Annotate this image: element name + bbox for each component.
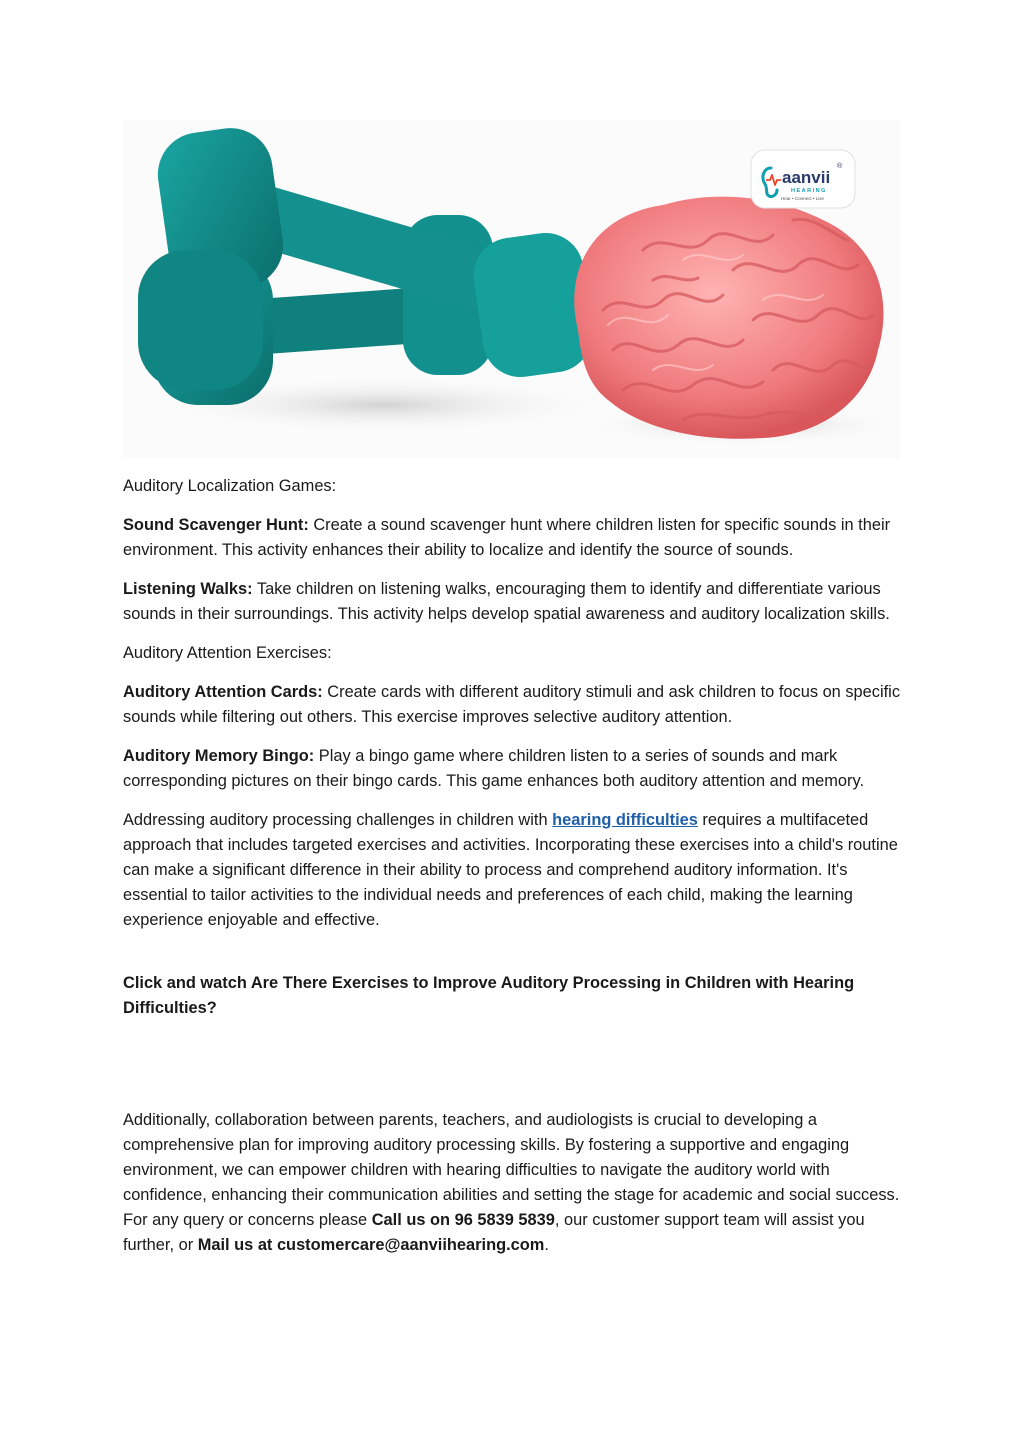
bingo-title: Auditory Memory Bingo: [123,747,315,765]
attention-heading: Auditory Attention Exercises: [123,644,332,662]
addressing-after: requires a multifaceted approach that includes targeted exercises and activities. Incorporating these exercises into a child's routine can make a significant difference in their ability to process and comprehend auditory information. It's essential to tailor activities to the individual needs and preferences of each child, making the learning experience enjoyable and effective. [123,811,898,929]
scavenger-title: Sound Scavenger Hunt: [123,516,309,534]
scavenger-text: Create a sound scavenger hunt where children listen for specific sounds in their environment. This activity enhances their ability to localize and identify the source of sounds. [123,516,891,559]
walks-text: Take children on listening walks, encouraging them to identify and differentiate various sounds in their surroundings. This activity helps develop spatial awareness and auditory localization skills. [123,580,890,623]
closing-paragraph [123,1108,903,1258]
brain-shape [574,197,883,439]
dumbbells-and-brain-illustration [123,120,900,458]
mail-text: Mail us at customercare@aanviihearing.com [197,1236,545,1254]
logo-registered: ® [837,163,843,170]
bingo-text: Play a bingo game where children listen to a series of sounds and mark corresponding pictures on their bingo cards. This game enhances both auditory attention and memory. [123,747,865,790]
walks-paragraph [123,577,903,627]
scavenger-paragraph [123,513,903,563]
closing-end: . [544,1236,549,1254]
closing-before: Additionally, collaboration between parents, teachers, and audiologists is crucial to developing a comprehensive plan for improving auditory processing skills. By fostering a supportive and engaging environment, we can empower children with hearing difficulties to navigate the auditory world with confidence, enhancing their communication abilities and setting the stage for academic and social success. For any query or concerns please [123,1111,900,1229]
logo-brand: aanvii [782,168,831,187]
cards-title: Auditory Attention Cards: [123,683,323,701]
walks-title: Listening Walks: [123,580,253,598]
closing-middle: , our customer support team will assist you further, or [123,1211,865,1254]
addressing-before: Addressing auditory processing challenges in children with [123,811,553,829]
localization-heading: Auditory Localization Games: [123,477,337,495]
call-text: Call us on 96 5839 5839 [371,1211,555,1229]
logo-sub: HEARING [791,188,827,194]
bingo-paragraph [123,744,903,794]
video-spacer [123,1035,903,1108]
article-body [123,474,903,1272]
watch-heading[interactable]: Click and watch Are There Exercises to Improve Auditory Processing in Children with Hearing Difficulties? [123,974,855,1017]
addressing-paragraph [123,808,903,933]
aanvii-logo [751,150,855,208]
logo-tagline: Hear • Connect • Live [781,196,824,201]
cards-text: Create cards with different auditory stimuli and ask children to focus on specific sounds while filtering out others. This exercise improves selective auditory attention. [123,683,901,726]
cards-paragraph [123,680,903,730]
hearing-difficulties-link[interactable]: hearing difficulties [552,811,698,829]
hero-image [123,120,900,458]
